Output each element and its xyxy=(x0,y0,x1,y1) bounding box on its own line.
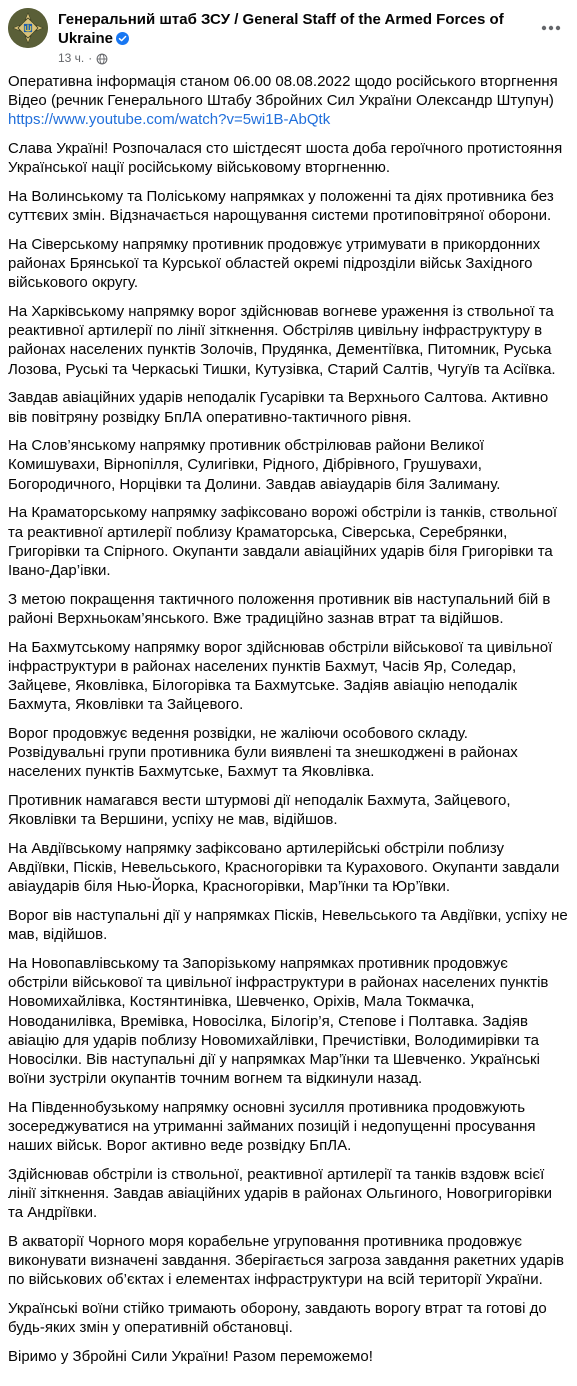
post-paragraph: Українські воїни стійко тримають оборону, завдають ворогу втрат та готові до будь-яких змін у оперативній обстановці. xyxy=(8,1300,547,1337)
more-options-icon[interactable] xyxy=(537,14,565,42)
post-paragraph: На Слов’янському напрямку противник обстрілював райони Великої Комишувахи, Вірнопілля, Сулигівки, Рідного, Дібрівного, Грушувахи, Богородичного, Норцівки та Долини. Завдав авіаударів біля Залиману. xyxy=(8,437,501,493)
post-paragraph: Противник намагався вести штурмові дії неподалік Бахмута, Зайцевого, Яковлівки та Вершини, успіху не мав, відійшов. xyxy=(8,792,511,829)
post-body xyxy=(8,72,568,1376)
post-timestamp[interactable]: 13 ч. xyxy=(58,51,85,65)
meta-separator: · xyxy=(88,51,93,65)
video-link[interactable]: https://www.youtube.com/watch?v=5wi1B-AbQtk xyxy=(8,111,331,129)
author-block xyxy=(58,10,528,66)
post-paragraph: Слава Україні! Розпочалася сто шістдесят шоста доба героїчного протистояння Української нації російському військовому вторгненню. xyxy=(8,140,563,177)
author-name[interactable] xyxy=(58,10,528,48)
post-header xyxy=(8,8,569,64)
armed-forces-emblem-icon[interactable] xyxy=(8,8,48,48)
post-paragraph: На Краматорському напрямку зафіксовано ворожі обстріли із танків, ствольної та реактивної артилерії поблизу Краматорська, Сіверська, Серебрянки, Григорівки та Спірного. Окупанти завдали авіаційних ударів біля Григорівки та Івано-Дар’івки. xyxy=(8,504,558,579)
post-paragraph: На Бахмутському напрямку ворог здійснював обстріли військової та цивільної інфраструктури в районах населених пунктів Бахмут, Часів Яр, Соледар, Зайцеве, Яковлівка, Білогорівка та Бахмутське. Задіяв авіацію неподалік Бахмута, Яковлівки та Зайцевого. xyxy=(8,638,553,714)
post-intro xyxy=(8,72,568,130)
post-paragraph: З метою покращення тактичного положення противник вів наступальний бій в районі Верхньокам’янського. Вже традиційно зазнав втрат та відійшов. xyxy=(8,590,551,627)
globe-icon xyxy=(96,53,108,65)
post-paragraph: Віримо у Збройні Сили України! Разом переможемо! xyxy=(8,1348,373,1366)
post-paragraph: На Новопавлівському та Запорізькому напрямках противник продовжує обстріли військової та цивільної інфраструктури в районах населених пунктів Новомихайлівка, Костянтинівка, Шевченко, Оріхів, Мала Токмачка, Новоданилівка, Времівка, Новосілка, Білогір’я, Степове і Полтавка. Задіяв авіацію для ударів поблизу Новомихайлівки, Пречистівки, Володимирівки та Новосілки. Вів наступальні дії у напрямках Мар’їнки та Шевченко. Українські воїни зустріли окупантів точним вогнем та відкинули назад. xyxy=(8,954,549,1088)
author-name-text[interactable]: Генеральний штаб ЗСУ / General Staff of the Armed Forces of Ukraine xyxy=(58,11,504,47)
post-paragraph: На Харківському напрямку ворог здійснював вогневе ураження із ствольної та реактивної артилерії по лінії зіткнення. Обстріляв цивільну інфраструктуру в районах населених пунктів Золочів, Прудянка, Дементіївка, Питомник, Руська Лозова, Руські та Черкаські Тишки, Кутузівка, Старий Салтів, Чугуїв та Асіївка. xyxy=(8,303,556,378)
post-paragraph: На Сіверському напрямку противник продовжує утримувати в прикордонних районах Брянської та Курської областей окремі підрозділи військ Західного військового округу. xyxy=(8,235,541,292)
post-paragraph: На Авдіївському напрямку зафіксовано артилерійські обстріли поблизу Авдіївки, Пісків, Невельського, Красногорівки та Курахового. Окупанти завдали авіаударів біля Нью-Йорка, Красногорівки, Мар’їнки та Юр’ївки. xyxy=(8,839,560,896)
post-meta xyxy=(58,51,528,66)
post-paragraph: Ворог вів наступальні дії у напрямках Пісків, Невельського та Авдіївки, успіху не мав, відійшов. xyxy=(8,907,568,944)
post-paragraph: Ворог продовжує ведення розвідки, не жаліючи особового складу. Розвідувальні групи противника були виявлені та знешкоджені в районах населених пунктів Бахмутське, Бахмут та Яковлівка. xyxy=(8,724,518,781)
post-paragraph: Здійснював обстріли із ствольної, реактивної артилерії та танків вздовж всієї лінії зіткнення. Завдав авіаційних ударів в районах Ольгиного, Новогригорівки та Андріївки. xyxy=(8,1165,553,1222)
post-paragraph: На Волинському та Поліському напрямках у положенні та діях противника без суттєвих змін. Відзначається нарощування системи протиповітряної оборони. xyxy=(8,188,554,225)
verified-badge-icon xyxy=(116,32,129,45)
post-paragraph: Завдав авіаційних ударів неподалік Гусарівки та Верхнього Салтова. Активно вів повітряну розвідку БпЛА оперативно-тактичного рівня. xyxy=(8,389,549,426)
post-paragraph: В акваторії Чорного моря корабельне угруповання противника продовжує виконувати визначені завдання. Зберігається загроза завдання ракетних ударів по військових об’єктах і елементах інфраструктури на всій території України. xyxy=(8,1233,564,1289)
post-paragraph: На Південнобузькому напрямку основні зусилля противника продовжують зосереджуватися на утриманні займаних позицій і недопущенні просування наших військ. Ворог активно веде розвідку БпЛА. xyxy=(8,1098,536,1155)
intro-text: Оперативна інформація станом 06.00 08.08.2022 щодо російського вторгнення Відео (речник Генерального Штабу Збройних Сил України Олександр Штупун) xyxy=(8,73,558,110)
